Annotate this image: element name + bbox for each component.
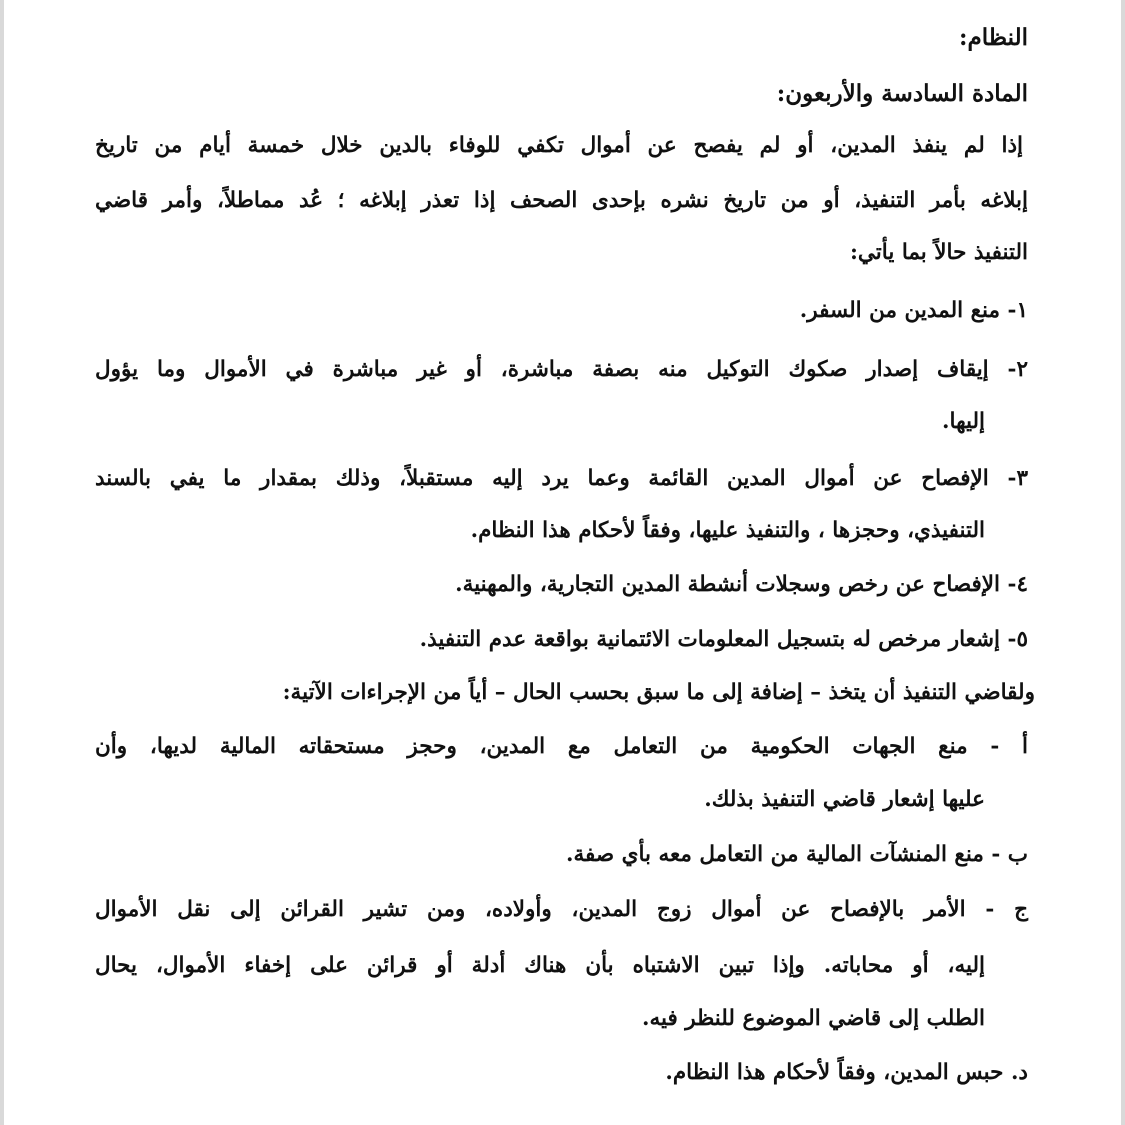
intro-line: إذا لم ينفذ المدين، أو لم يفصح عن أموال تكفي للوفاء بالدين خلال خمسة أيام من تاريخ (95, 133, 1023, 158)
list-item-1: ١- منع المدين من السفر. (799, 298, 1028, 323)
list-item-d: د. حبس المدين، وفقاً لأحكام هذا النظام. (665, 1060, 1028, 1085)
list-item-2-continuation: إليها. (942, 409, 985, 434)
list-item-5: ٥- إشعار مرخص له بتسجيل المعلومات الائتمانية بواقعة عدم التنفيذ. (419, 627, 1028, 652)
list-item-c-continuation: إليه، أو محاباته. وإذا تبين الاشتباه بأن هناك أدلة أو قرائن على إخفاء الأموال، يحال (95, 953, 985, 978)
article-title: المادة السادسة والأربعون: (776, 80, 1028, 107)
list-item-c: ج - الأمر بالإفصاح عن أموال زوج المدين، وأولاده، ومن تشير القرائن إلى نقل الأموال (95, 897, 1028, 922)
additional-measures-intro: ولقاضي التنفيذ أن يتخذ – إضافة إلى ما سبق بحسب الحال – أياً من الإجراءات الآتية: (282, 680, 1035, 705)
list-item-c-continuation: الطلب إلى قاضي الموضوع للنظر فيه. (642, 1006, 985, 1031)
list-item-4: ٤- الإفصاح عن رخص وسجلات أنشطة المدين التجارية، والمهنية. (455, 572, 1028, 597)
list-item-3: ٣- الإفصاح عن أموال المدين القائمة وعما يرد إليه مستقبلاً، وذلك بمقدار ما يفي بالسند (95, 466, 1028, 491)
intro-line: التنفيذ حالاً بما يأتي: (849, 240, 1028, 265)
list-item-b: ب - منع المنشآت المالية من التعامل معه بأي صفة. (566, 842, 1028, 867)
list-item-3-continuation: التنفيذي، وحجزها ، والتنفيذ عليها، وفقاً لأحكام هذا النظام. (470, 518, 985, 543)
intro-line: إبلاغه بأمر التنفيذ، أو من تاريخ نشره بإحدى الصحف إذا تعذر إبلاغه ؛ عُد مماطلاً، وأمر قاضي (95, 188, 1028, 213)
list-item-a-continuation: عليها إشعار قاضي التنفيذ بذلك. (704, 787, 985, 812)
section-label: النظام: (959, 24, 1028, 51)
list-item-a: أ - منع الجهات الحكومية من التعامل مع المدين، وحجز مستحقاته المالية لديها، وأن (95, 734, 1028, 759)
list-item-2: ٢- إيقاف إصدار صكوك التوكيل منه بصفة مباشرة، أو غير مباشرة في الأموال وما يؤول (95, 357, 1028, 382)
